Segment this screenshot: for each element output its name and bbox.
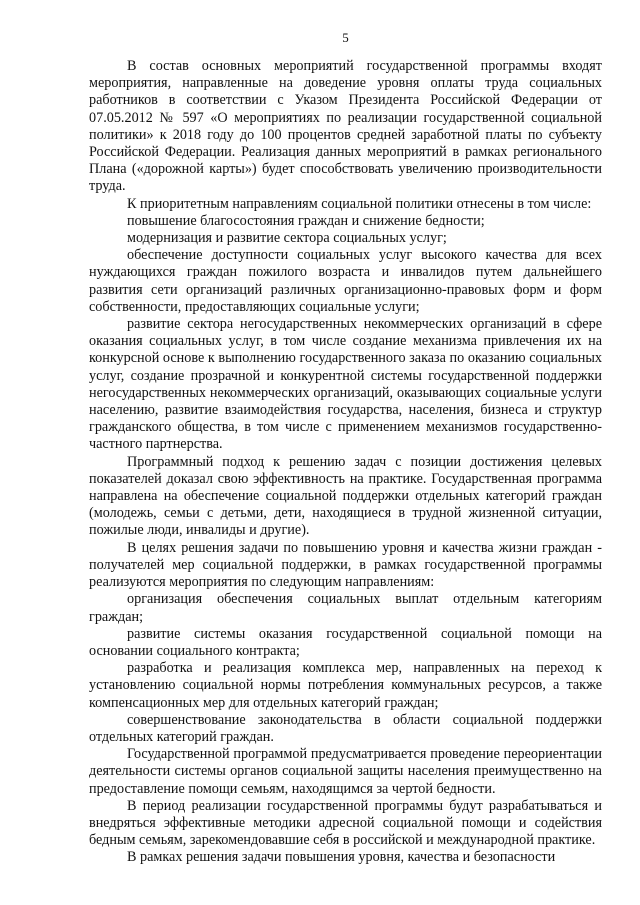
document-body [89,58,602,867]
paragraph: Программный подход к решению задач с позиции достижения целевых показателей доказал свою эффективность на практике. Государственная программа направлена на обеспечение социальной поддержки отдельных категорий граждан (молодежь, семьи с детьми, дети, находящиеся в трудной жизненной ситуации, пожилые люди, инвалиды и другие). [89,453,602,539]
paragraph: развитие сектора негосударственных некоммерческих организаций в сфере оказания социальных услуг, в том числе создание механизма привлечения их на конкурсной основе к выполнению государственного заказа по оказанию социальных услуг, создание прозрачной и конкурентной системы государственной поддержки негосударственных некоммерческих организаций, оказывающих социальные услуги населению, развитие взаимодействия государства, населения, бизнеса и структур гражданского общества, в том числе с применением механизмов государственно-частного партнерства. [89,316,602,453]
paragraph: развитие системы оказания государственной социальной помощи на основании социального контракта; [89,625,602,659]
paragraph: разработка и реализация комплекса мер, направленных на переход к установлению социальной нормы потребления коммунальных ресурсов, а также компенсационных мер для отдельных категорий граждан; [89,660,602,711]
paragraph: повышение благосостояния граждан и снижение бедности; [127,212,485,229]
paragraph: В состав основных мероприятий государственной программы входят мероприятия, направленные на доведение уровня оплаты труда социальных работников в соответствии с Указом Президента Российской Федерации от 07.05.2012 № 597 «О мероприятиях по реализации государственной социальной политики» к 2018 году до 100 процентов средней заработной платы по субъекту Российской Федерации. Реализация данных мероприятий в рамках регионального Плана («дорожной карты») будет способствовать увеличению производительности труда. [89,58,602,195]
paragraph: организация обеспечения социальных выплат отдельным категориям граждан; [89,591,602,625]
paragraph: В период реализации государственной программы будут разрабатываться и внедряться эффективные методики адресной социальной помощи и содействия бедным семьям, зарекомендовавшие себя в российской и международной практике. [89,797,602,849]
paragraph: обеспечение доступности социальных услуг высокого качества для всех нуждающихся граждан пожилого возраста и инвалидов путем дальнейшего развития сети организаций различных организационно-правовых форм и форм собственности, предоставляющих социальные услуги; [89,247,602,315]
paragraph: совершенствование законодательства в области социальной поддержки отдельных категорий граждан. [89,711,602,745]
paragraph: В рамках решения задачи повышения уровня, качества и безопасности [127,849,556,866]
paragraph: Государственной программой предусматривается проведение переориентации деятельности системы органов социальной защиты населения преимущественно на предоставление помощи семьям, находящимся за чертой бедности. [89,746,602,797]
paragraph: К приоритетным направлениям социальной политики отнесены в том числе: [127,195,592,212]
page-number: 5 [342,30,349,45]
paragraph: модернизация и развитие сектора социальных услуг; [127,230,447,247]
paragraph: В целях решения задачи по повышению уровня и качества жизни граждан - получателей мер социальной поддержки, в рамках государственной программы реализуются мероприятия по следующим направлениям: [89,539,602,591]
